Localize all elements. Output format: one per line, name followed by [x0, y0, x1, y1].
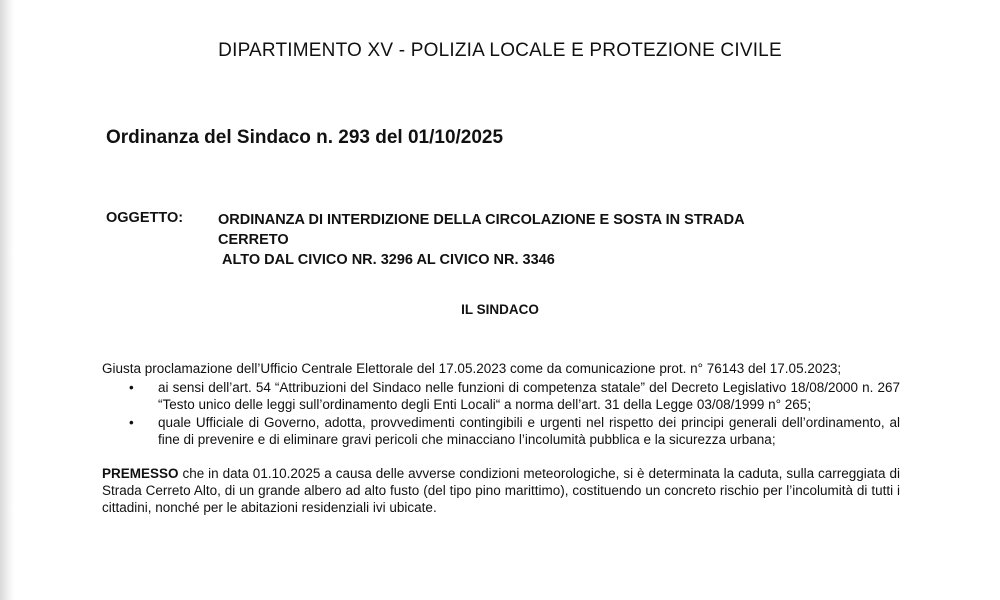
- issuer-heading: IL SINDACO: [461, 302, 539, 317]
- list-item-text: ai sensi dell’art. 54 “Attribuzioni del Sindaco nelle funzioni di competenza statale” del Decreto Legislativo 18/08/2000 n. 267 “Testo unico delle leggi sull’ordinamento degli Enti Locali“ a norma dell’art. 31 della Legge 03/08/1999 n° 265;: [158, 380, 900, 412]
- subject-text: [218, 210, 898, 270]
- document-body: [102, 360, 900, 516]
- page-edge-shadow: [0, 0, 14, 600]
- intro-paragraph: Giusta proclamazione dell’Ufficio Centrale Elettorale del 17.05.2023 come da comunicazione prot. n° 76143 del 17.05.2023;: [102, 361, 842, 376]
- list-item: [102, 379, 900, 413]
- bullet-icon: •: [129, 415, 134, 430]
- premesso-paragraph: [102, 465, 900, 516]
- ordinance-title: Ordinanza del Sindaco n. 293 del 01/10/2025: [106, 127, 504, 148]
- subject-line: ALTO DAL CIVICO NR. 3296 AL CIVICO NR. 3346: [222, 252, 555, 268]
- subject-label: OGGETTO:: [106, 210, 184, 226]
- subject-line: CERRETO: [218, 232, 289, 248]
- list-item: [102, 414, 900, 448]
- subject-line: ORDINANZA DI INTERDIZIONE DELLA CIRCOLAZIONE E SOSTA IN STRADA: [218, 212, 745, 228]
- department-header: DIPARTIMENTO XV - POLIZIA LOCALE E PROTEZIONE CIVILE: [218, 40, 782, 61]
- list-item-text: quale Ufficiale di Governo, adotta, provvedimenti contingibili e urgenti nel rispetto dei principi generali dell’ordinamento, al fine di prevenire e di eliminare gravi pericoli che minacciano l’incolumità pubblica e la sicurezza urbana;: [158, 415, 900, 447]
- bullet-list: [102, 379, 900, 448]
- premesso-keyword: PREMESSO: [102, 466, 179, 481]
- premesso-text: che in data 01.10.2025 a causa delle avverse condizioni meteorologiche, si è determinata la caduta, sulla carreggiata di Strada Cerreto Alto, di un grande albero ad alto fusto (del tipo pino marittimo), costituendo un concreto rischio per l’incolumità di tutti i cittadini, nonché per le abitazioni residenziali ivi ubicate.: [102, 466, 900, 515]
- bullet-icon: •: [129, 380, 134, 395]
